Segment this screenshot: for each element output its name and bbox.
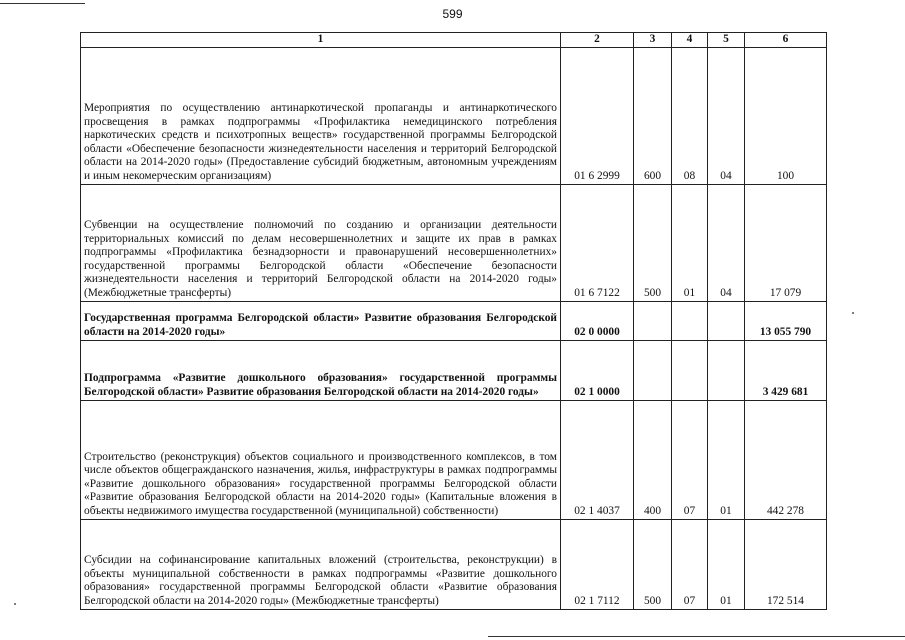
row-expense-type: 500 — [634, 519, 672, 609]
row-section: 01 — [672, 184, 708, 301]
row-expense-type: 600 — [634, 47, 672, 184]
row-description: Субсидии на софинансирование капитальных вложений (строительства, реконструкции) в объекты муниципальной собственности в рамках подпрограммы «Развитие дошкольного образования» государственной программы Белгородской области «Развитие образования Белгородской области на 2014-2020 годы» (Межбюджетные трансферты) — [81, 519, 561, 609]
row-description: Государственная программа Белгородской области» Развитие образования Белгородской области на 2014-2020 годы» — [81, 301, 561, 340]
table-row — [81, 400, 827, 519]
row-description: Субвенции на осуществление полномочий по созданию и организации деятельности территориальных комиссий по делам несовершеннолетних и защите их прав в рамках подпрограммы «Профилактика безнадзорности и правонарушений несовершеннолетних» государственной программы Белгородской области «Обеспечение безопасности жизнедеятельности населения и территорий Белгородской области на 2014-2020 годы» (Межбюджетные трансферты) — [81, 184, 561, 301]
row-target-article: 01 6 2999 — [561, 47, 634, 184]
table-row — [81, 47, 827, 184]
row-subsection: 01 — [708, 400, 745, 519]
row-subsection: 04 — [708, 184, 745, 301]
table-row — [81, 184, 827, 301]
row-description: Строительство (реконструкция) объектов социального и производственного комплексов, в том числе объектов общегражданского назначения, жилья, инфраструктуры в рамках подпрограммы «Развитие дошкольного образования» государственной программы Белгородской области «Развитие образования Белгородской области на 2014-2020 годы» (Капитальные вложения в объекты недвижимого имущества государственной (муниципальной) собственности) — [81, 400, 561, 519]
row-section: 07 — [672, 519, 708, 609]
table-row — [81, 301, 827, 340]
row-subsection — [708, 301, 745, 340]
row-amount: 13 055 790 — [745, 301, 827, 340]
header-col-1: 1 — [81, 33, 561, 48]
header-col-3: 3 — [634, 33, 672, 48]
row-amount: 17 079 — [745, 184, 827, 301]
page-number: 599 — [442, 7, 463, 21]
row-target-article: 02 0 0000 — [561, 301, 634, 340]
row-section: 08 — [672, 47, 708, 184]
scan-line-top — [0, 3, 85, 4]
row-description: Подпрограмма «Развитие дошкольного образования» государственной программы Белгородской области» Развитие образования Белгородской области на 2014-2020 годы» — [81, 340, 561, 400]
row-target-article: 02 1 4037 — [561, 400, 634, 519]
header-col-4: 4 — [672, 33, 708, 48]
row-expense-type: 500 — [634, 184, 672, 301]
row-subsection — [708, 340, 745, 400]
row-amount: 3 429 681 — [745, 340, 827, 400]
header-col-6: 6 — [745, 33, 827, 48]
row-subsection: 04 — [708, 47, 745, 184]
table-header-row — [81, 33, 827, 48]
scan-speck — [14, 603, 16, 605]
row-target-article: 02 1 7112 — [561, 519, 634, 609]
table-row — [81, 519, 827, 609]
row-amount: 442 278 — [745, 400, 827, 519]
header-col-2: 2 — [561, 33, 634, 48]
row-description: Мероприятия по осуществлению антинаркотической пропаганды и антинаркотического просвещения в рамках подпрограммы «Профилактика немедицинского потребления наркотических средств и психотропных веществ» государственной программы Белгородской области «Обеспечение безопасности жизнедеятельности населения и территорий Белгородской области на 2014-2020 годы» (Предоставление субсидий бюджетным, автономным учреждениям и иным некомерческим организациям) — [81, 47, 561, 184]
row-amount: 100 — [745, 47, 827, 184]
row-expense-type — [634, 301, 672, 340]
scan-speck — [852, 312, 854, 314]
row-target-article: 01 6 7122 — [561, 184, 634, 301]
header-col-5: 5 — [708, 33, 745, 48]
row-expense-type — [634, 340, 672, 400]
table-row — [81, 340, 827, 400]
row-target-article: 02 1 0000 — [561, 340, 634, 400]
row-expense-type: 400 — [634, 400, 672, 519]
row-subsection: 01 — [708, 519, 745, 609]
row-section: 07 — [672, 400, 708, 519]
row-amount: 172 514 — [745, 519, 827, 609]
budget-table — [80, 32, 827, 610]
row-section — [672, 301, 708, 340]
row-section — [672, 340, 708, 400]
scan-line-bottom — [488, 636, 905, 637]
